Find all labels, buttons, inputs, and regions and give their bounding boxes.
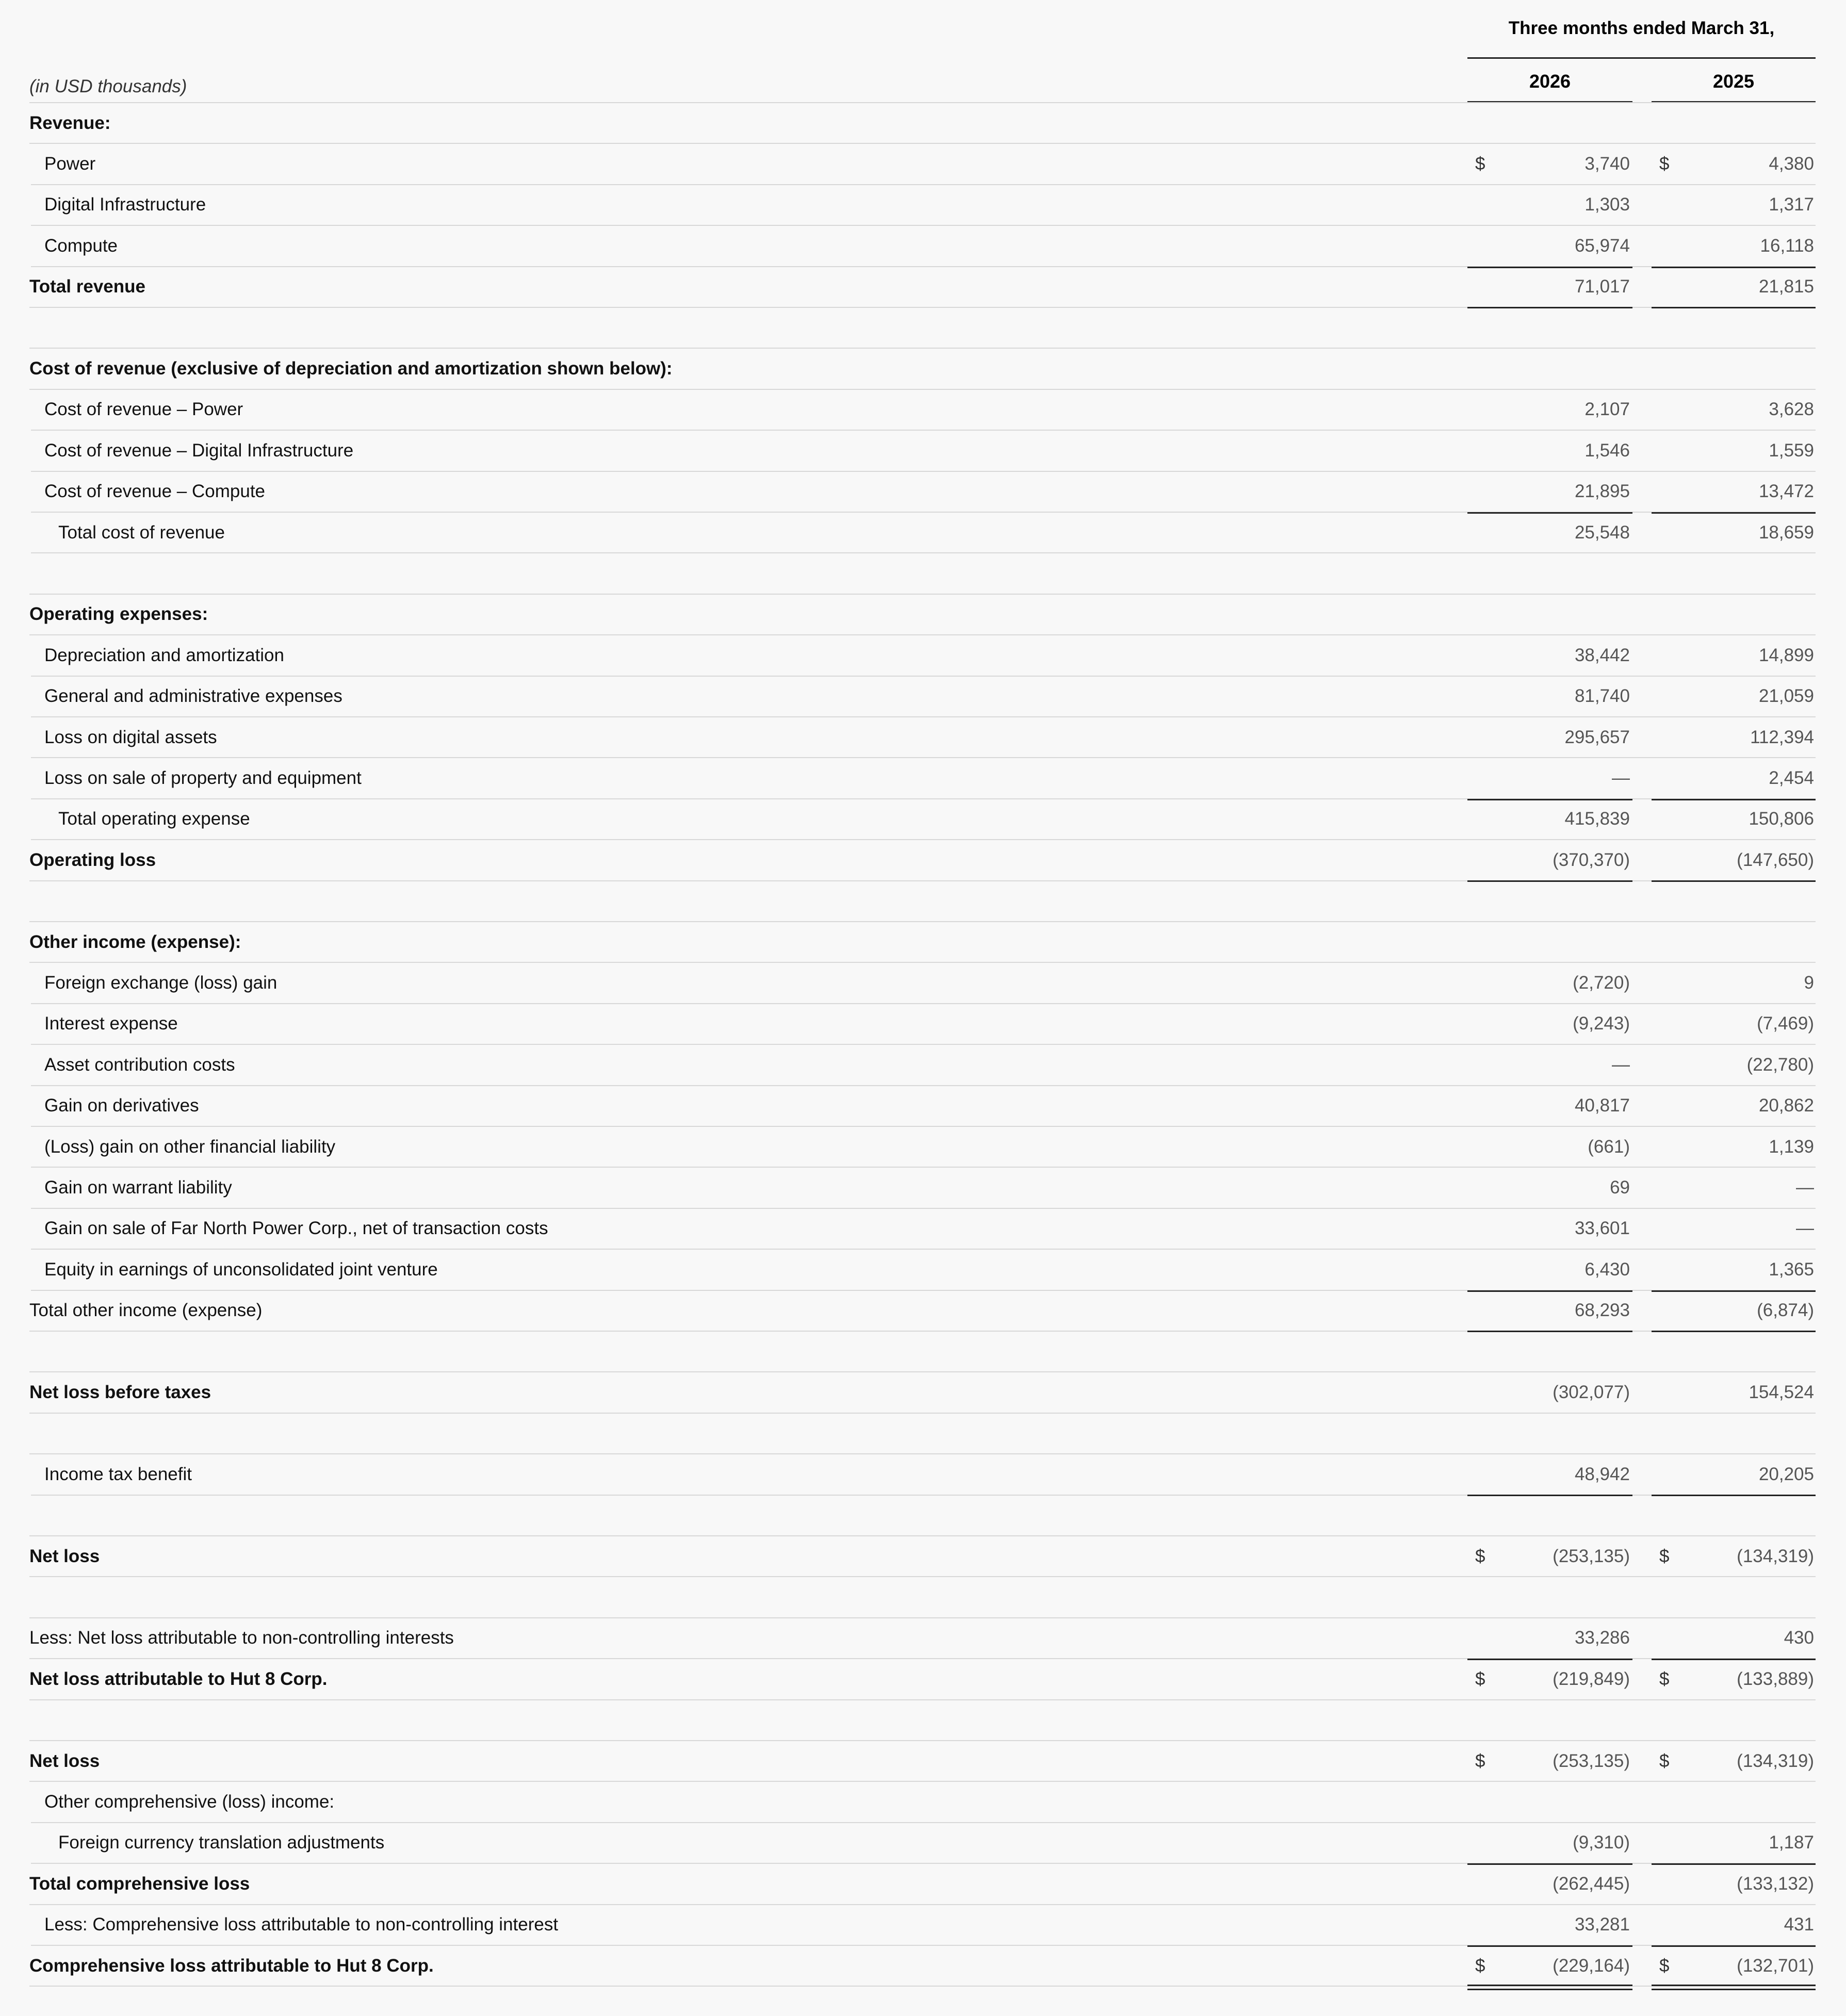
statement-row <box>31 431 1816 471</box>
row-label: Total other income (expense) <box>29 1300 263 1321</box>
value-2026: 1,546 <box>1584 440 1630 461</box>
row-label: Total comprehensive loss <box>29 1873 250 1894</box>
value-2025: 20,205 <box>1758 1464 1814 1484</box>
value-2026: 415,839 <box>1564 809 1630 829</box>
total-rule <box>1652 1945 1816 1947</box>
year-header-2025: 2025 <box>1712 71 1755 92</box>
value-2025: 18,659 <box>1758 522 1814 543</box>
value-2026: 40,817 <box>1574 1095 1630 1116</box>
period-header-rule <box>1467 57 1816 59</box>
row-label: Digital Infrastructure <box>44 194 206 215</box>
row-label: Revenue: <box>29 112 111 133</box>
year-header-2026: 2026 <box>1529 71 1571 92</box>
value-2026: 295,657 <box>1564 727 1630 747</box>
statement-row <box>29 308 1816 349</box>
statement-row <box>29 553 1816 594</box>
value-2025: (133,889) <box>1737 1668 1814 1689</box>
row-label: Loss on digital assets <box>44 727 217 747</box>
row-label: Operating expenses: <box>29 604 208 625</box>
row-label: Total cost of revenue <box>58 522 225 543</box>
value-2025: (22,780) <box>1746 1054 1814 1075</box>
row-label: Less: Comprehensive loss attributable to non-controlling interest <box>44 1914 559 1935</box>
double-rule <box>1652 1989 1816 1990</box>
statement-row <box>31 226 1816 267</box>
value-2026: — <box>1612 768 1630 789</box>
value-2026: (661) <box>1588 1136 1630 1157</box>
currency-symbol: $ <box>1475 1750 1485 1771</box>
statement-row <box>31 1905 1816 1946</box>
statement-row <box>31 1127 1816 1168</box>
statement-row <box>29 1659 1816 1700</box>
statement-row <box>29 1946 1816 1987</box>
value-2026: 2,107 <box>1584 399 1630 420</box>
double-rule <box>1467 1989 1632 1990</box>
statement-row <box>31 758 1816 799</box>
row-label: Total revenue <box>29 276 145 297</box>
row-label: Cost of revenue – Compute <box>44 481 266 502</box>
statement-row <box>29 1864 1816 1905</box>
currency-symbol: $ <box>1475 154 1485 174</box>
statement-row <box>31 677 1816 717</box>
statement-row <box>31 1168 1816 1208</box>
period-header: Three months ended March 31, <box>1508 18 1775 38</box>
row-label: Depreciation and amortization <box>44 645 284 665</box>
statement-row <box>29 1741 1816 1782</box>
statement-row <box>31 1782 1816 1823</box>
row-label: Other comprehensive (loss) income: <box>44 1792 335 1812</box>
row-label: Less: Net loss attributable to non-controlling interests <box>29 1628 454 1648</box>
value-2025: 150,806 <box>1749 809 1814 829</box>
value-2025: (132,701) <box>1737 1955 1814 1976</box>
statement-row <box>29 1414 1816 1454</box>
total-rule <box>1467 1945 1632 1947</box>
row-label: Compute <box>44 235 118 256</box>
value-2026: (253,135) <box>1553 1750 1630 1771</box>
value-2026: (9,310) <box>1573 1832 1630 1853</box>
total-rule <box>1467 1290 1632 1292</box>
currency-symbol: $ <box>1475 1668 1485 1689</box>
statement-row <box>31 472 1816 513</box>
value-2026: 33,281 <box>1574 1914 1630 1935</box>
value-2025: 1,365 <box>1769 1259 1814 1280</box>
row-label: (Loss) gain on other financial liability <box>44 1136 336 1157</box>
row-label: Net loss attributable to Hut 8 Corp. <box>29 1668 328 1689</box>
total-rule <box>1652 1659 1816 1660</box>
row-label: Foreign currency translation adjustments <box>58 1832 385 1853</box>
row-label: Comprehensive loss attributable to Hut 8 Corp. <box>29 1955 434 1976</box>
statement-row <box>29 922 1816 963</box>
value-2026: — <box>1612 1054 1630 1075</box>
statement-row <box>29 1291 1816 1332</box>
value-2025: (6,874) <box>1757 1300 1814 1321</box>
value-2025: 14,899 <box>1758 645 1814 665</box>
statement-row <box>29 1700 1816 1741</box>
statement-row <box>31 963 1816 1004</box>
value-2025: 4,380 <box>1769 154 1814 174</box>
statement-row <box>29 349 1816 389</box>
value-2025: 9 <box>1804 973 1814 993</box>
row-label: Income tax benefit <box>44 1464 192 1484</box>
value-2026: 38,442 <box>1574 645 1630 665</box>
double-rule <box>1467 1985 1632 1986</box>
statement-row <box>31 1086 1816 1127</box>
value-2025: 1,559 <box>1769 440 1814 461</box>
value-2025: (7,469) <box>1757 1013 1814 1034</box>
total-rule <box>1652 1290 1816 1292</box>
value-2026: 1,303 <box>1584 194 1630 215</box>
statement-row <box>29 1577 1816 1618</box>
value-2026: (262,445) <box>1553 1873 1630 1894</box>
value-2025: 21,059 <box>1758 686 1814 707</box>
value-2025: — <box>1796 1177 1814 1198</box>
row-label: Cost of revenue – Power <box>44 399 243 420</box>
value-2025: 20,862 <box>1758 1095 1814 1116</box>
currency-symbol: $ <box>1659 1668 1670 1689</box>
value-2025: 1,187 <box>1769 1832 1814 1853</box>
row-label: Other income (expense): <box>29 931 241 952</box>
statement-row <box>29 840 1816 881</box>
row-label: Operating loss <box>29 849 156 870</box>
statement-row <box>31 185 1816 226</box>
total-rule <box>1467 799 1632 800</box>
total-rule <box>1467 1659 1632 1660</box>
value-2025: 154,524 <box>1749 1382 1814 1403</box>
currency-symbol: $ <box>1659 1546 1670 1566</box>
row-label: Foreign exchange (loss) gain <box>44 973 277 993</box>
statement-row <box>29 267 1816 308</box>
value-2026: 25,548 <box>1574 522 1630 543</box>
value-2025: 430 <box>1784 1628 1814 1648</box>
value-2026: 33,601 <box>1574 1218 1630 1239</box>
row-label: Gain on derivatives <box>44 1095 199 1116</box>
value-2026: 6,430 <box>1584 1259 1630 1280</box>
value-2025: — <box>1796 1218 1814 1239</box>
value-2026: (370,370) <box>1553 849 1630 870</box>
value-2026: 48,942 <box>1574 1464 1630 1484</box>
statement-row <box>31 1454 1816 1495</box>
row-label: Total operating expense <box>58 809 250 829</box>
statement-row <box>29 1332 1816 1372</box>
row-label: Cost of revenue (exclusive of depreciation and amortization shown below): <box>29 358 673 379</box>
statement-row <box>31 144 1816 185</box>
value-2026: (229,164) <box>1553 1955 1630 1976</box>
row-label: Cost of revenue – Digital Infrastructure <box>44 440 354 461</box>
value-2025: 1,317 <box>1769 194 1814 215</box>
currency-symbol: $ <box>1659 1955 1670 1976</box>
statement-row <box>29 1536 1816 1577</box>
total-rule <box>1467 267 1632 268</box>
value-2025: (133,132) <box>1737 1873 1814 1894</box>
row-label: Net loss <box>29 1546 100 1566</box>
statement-row <box>29 881 1816 922</box>
statement-row <box>31 1250 1816 1290</box>
statement-row <box>29 1372 1816 1413</box>
currency-symbol: $ <box>1659 1750 1670 1771</box>
unit-note: (in USD thousands) <box>29 76 187 96</box>
statement-row <box>31 1209 1816 1250</box>
value-2026: 69 <box>1610 1177 1630 1198</box>
currency-symbol: $ <box>1475 1955 1485 1976</box>
row-label: Equity in earnings of unconsolidated joint venture <box>44 1259 438 1280</box>
statement-row <box>31 635 1816 676</box>
value-2025: 431 <box>1784 1914 1814 1935</box>
currency-symbol: $ <box>1659 154 1670 174</box>
total-rule <box>1652 267 1816 268</box>
value-2026: (219,849) <box>1553 1668 1630 1689</box>
value-2025: 3,628 <box>1769 399 1814 420</box>
value-2026: 33,286 <box>1574 1628 1630 1648</box>
total-rule <box>1652 799 1816 800</box>
total-rule <box>1467 1863 1632 1865</box>
statement-row <box>31 1045 1816 1086</box>
value-2026: (253,135) <box>1553 1546 1630 1566</box>
statement-row <box>31 1823 1816 1864</box>
value-2025: 16,118 <box>1760 235 1814 256</box>
value-2026: (9,243) <box>1573 1013 1630 1034</box>
value-2025: 13,472 <box>1758 481 1814 502</box>
value-2025: 112,394 <box>1750 727 1814 747</box>
row-label: Asset contribution costs <box>44 1054 235 1075</box>
value-2025: 21,815 <box>1758 276 1814 297</box>
row-label: Gain on warrant liability <box>44 1177 232 1198</box>
statement-row <box>29 595 1816 635</box>
statement-row <box>31 390 1816 431</box>
value-2025: (147,650) <box>1737 849 1814 870</box>
statement-row <box>31 513 1816 553</box>
row-label: General and administrative expenses <box>44 686 342 707</box>
row-label: Power <box>44 154 96 174</box>
value-2026: (2,720) <box>1573 973 1630 993</box>
statement-row <box>29 1618 1816 1659</box>
value-2025: 1,139 <box>1769 1136 1814 1157</box>
row-label: Gain on sale of Far North Power Corp., net of transaction costs <box>44 1218 548 1239</box>
value-2026: 71,017 <box>1574 276 1630 297</box>
statement-row <box>29 1496 1816 1536</box>
value-2026: 65,974 <box>1574 235 1630 256</box>
double-rule <box>1652 1985 1816 1986</box>
row-label: Interest expense <box>44 1013 178 1034</box>
value-2025: (134,319) <box>1737 1750 1814 1771</box>
value-2026: 3,740 <box>1584 154 1630 174</box>
statement-row <box>31 799 1816 840</box>
value-2026: 68,293 <box>1574 1300 1630 1321</box>
statement-row <box>31 717 1816 758</box>
total-rule <box>1467 512 1632 514</box>
statement-row <box>31 1004 1816 1045</box>
row-label: Net loss <box>29 1750 100 1771</box>
value-2026: 81,740 <box>1574 686 1630 707</box>
total-rule <box>1652 512 1816 514</box>
value-2026: (302,077) <box>1553 1382 1630 1403</box>
value-2025: (134,319) <box>1737 1546 1814 1566</box>
value-2025: 2,454 <box>1769 768 1814 789</box>
total-rule <box>1652 1863 1816 1865</box>
row-label: Loss on sale of property and equipment <box>44 768 362 789</box>
value-2026: 21,895 <box>1574 481 1630 502</box>
currency-symbol: $ <box>1475 1546 1485 1566</box>
statement-row <box>29 103 1816 144</box>
row-label: Net loss before taxes <box>29 1382 211 1403</box>
